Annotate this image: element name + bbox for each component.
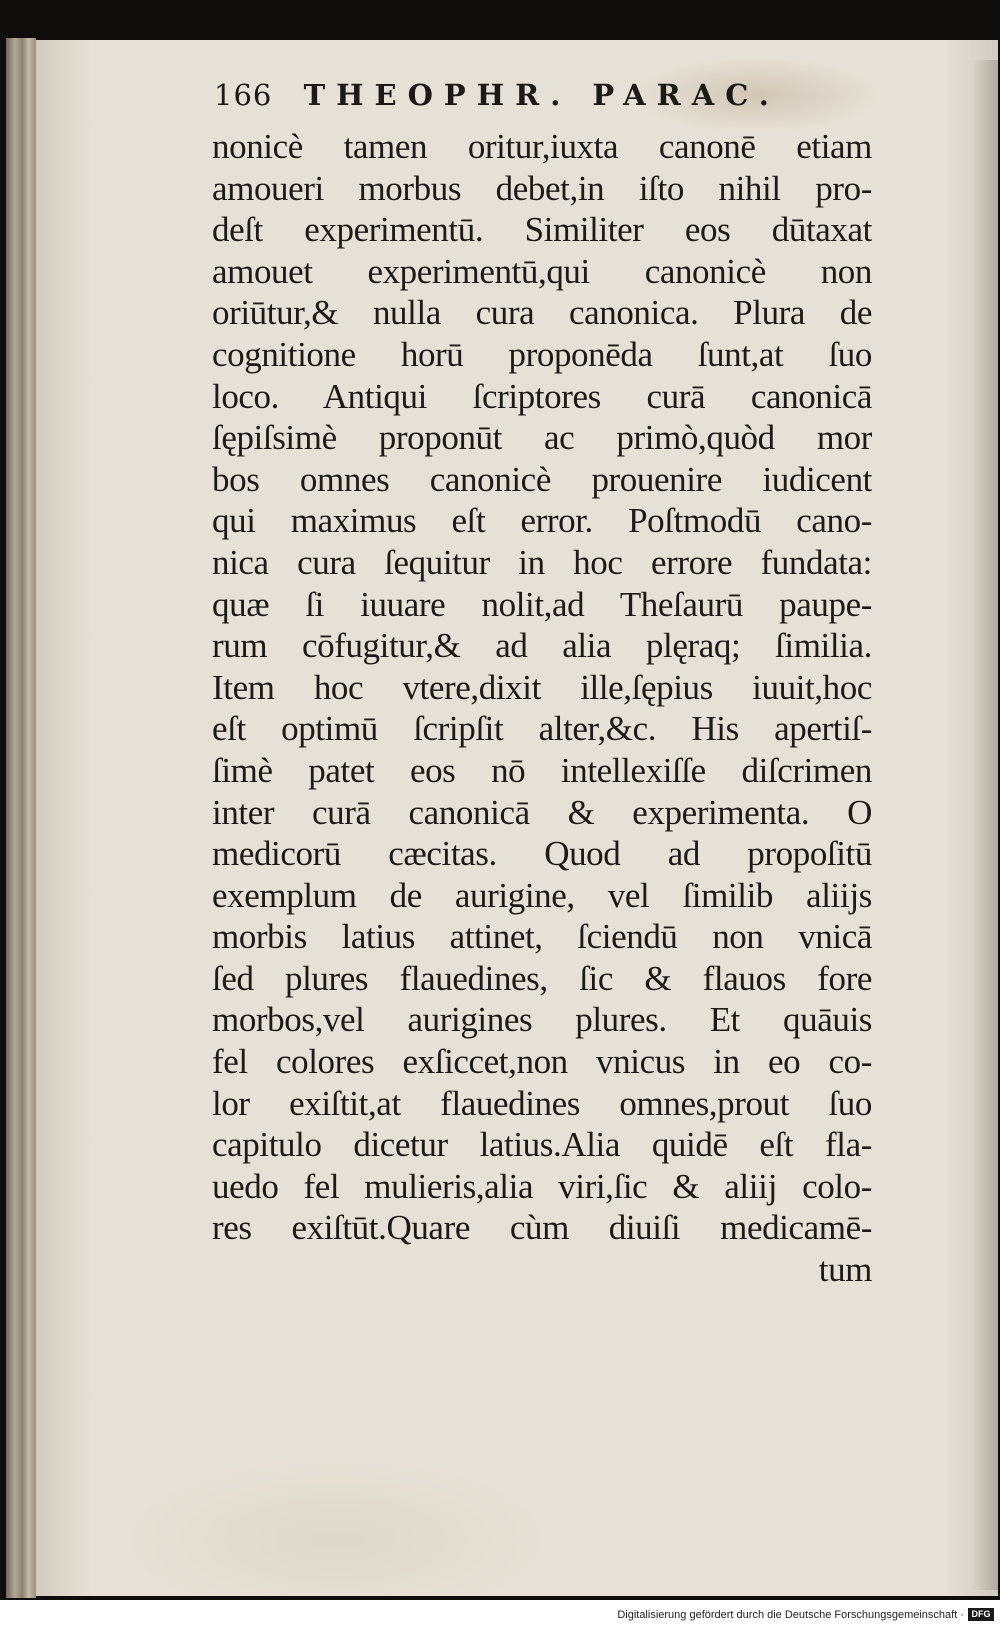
text-line: medicorū cæcitas. Quod ad propoſitū [212,834,872,874]
running-head [214,78,814,118]
text-line: deſt experimentū. Similiter eos dūtaxat [212,210,872,250]
text-line: loco. Antiqui ſcriptores curā canonicā [212,376,872,416]
body-text [212,126,872,1291]
text-line: nica cura ſequitur in hoc errore fundata: [212,542,872,582]
text-line: oriūtur,& nulla cura canonica. Plura de [212,293,872,333]
text-line: lor exiſtit,at flauedines omnes,prout ſuo [212,1083,872,1123]
text-line: capitulo dicetur latius.Alia quidē eſt fla- [212,1125,872,1165]
text-line: Item hoc vtere,dixit ille,ſępius iuuit,hoc [212,667,872,707]
text-line: exemplum de aurigine, vel ſimilib aliĳs [212,875,872,915]
running-title: THEOPHR. PARAC. [303,78,780,112]
text-line: res exiſtūt.Quare cùm diuiſi medicamē- [212,1208,872,1248]
text-line: rum cōfugitur,& ad alia plęraq; ſimilia. [212,626,872,666]
text-line: uedo fel mulieris,alia viri,ſic & aliĳ colo- [212,1166,872,1206]
dfg-logo-icon: DFG [968,1608,994,1621]
text-line: amouet experimentū,qui canonicè non [212,251,872,291]
text-line: cognitione horū proponēda ſunt,at ſuo [212,334,872,374]
page-number: 166 [214,78,273,112]
text-line: bos omnes canonicè prouenire iudicent [212,459,872,499]
text-line: ſed plures flauedines, ſic & flauos fore [212,958,872,998]
text-line: ſimè patet eos nō intellexiſſe diſcrimen [212,750,872,790]
text-line: eſt optimū ſcripſit alter,&c. His apertiſ- [212,709,872,749]
page-gutter-shadow [972,60,998,1590]
text-line: inter curā canonicā & experimenta. O [212,792,872,832]
text-line: amoueri morbus debet,in iſto nihil pro- [212,168,872,208]
text-line: morbis latius attinet, ſciendū non vnicā [212,917,872,957]
catchword: tum [818,1250,872,1290]
text-line: nonicè tamen oritur,iuxta canonē etiam [212,127,872,166]
funding-notice: Digitalisierung gefördert durch die Deutsche Forschungsgemeinschaft · [617,1609,964,1621]
text-line: morbos,vel aurigines plures. Et quāuis [212,1000,872,1040]
text-line: fel colores exſiccet,non vnicus in eo co- [212,1042,872,1082]
text-line: qui maximus eſt error. Poſtmodū cano- [212,501,872,541]
text-line: quæ ſi iuuare nolit,ad Theſaurū paupe- [212,584,872,624]
book-page-edges [6,38,36,1598]
text-line: ſępiſsimè proponūt ac primò,quòd mor [212,418,872,458]
